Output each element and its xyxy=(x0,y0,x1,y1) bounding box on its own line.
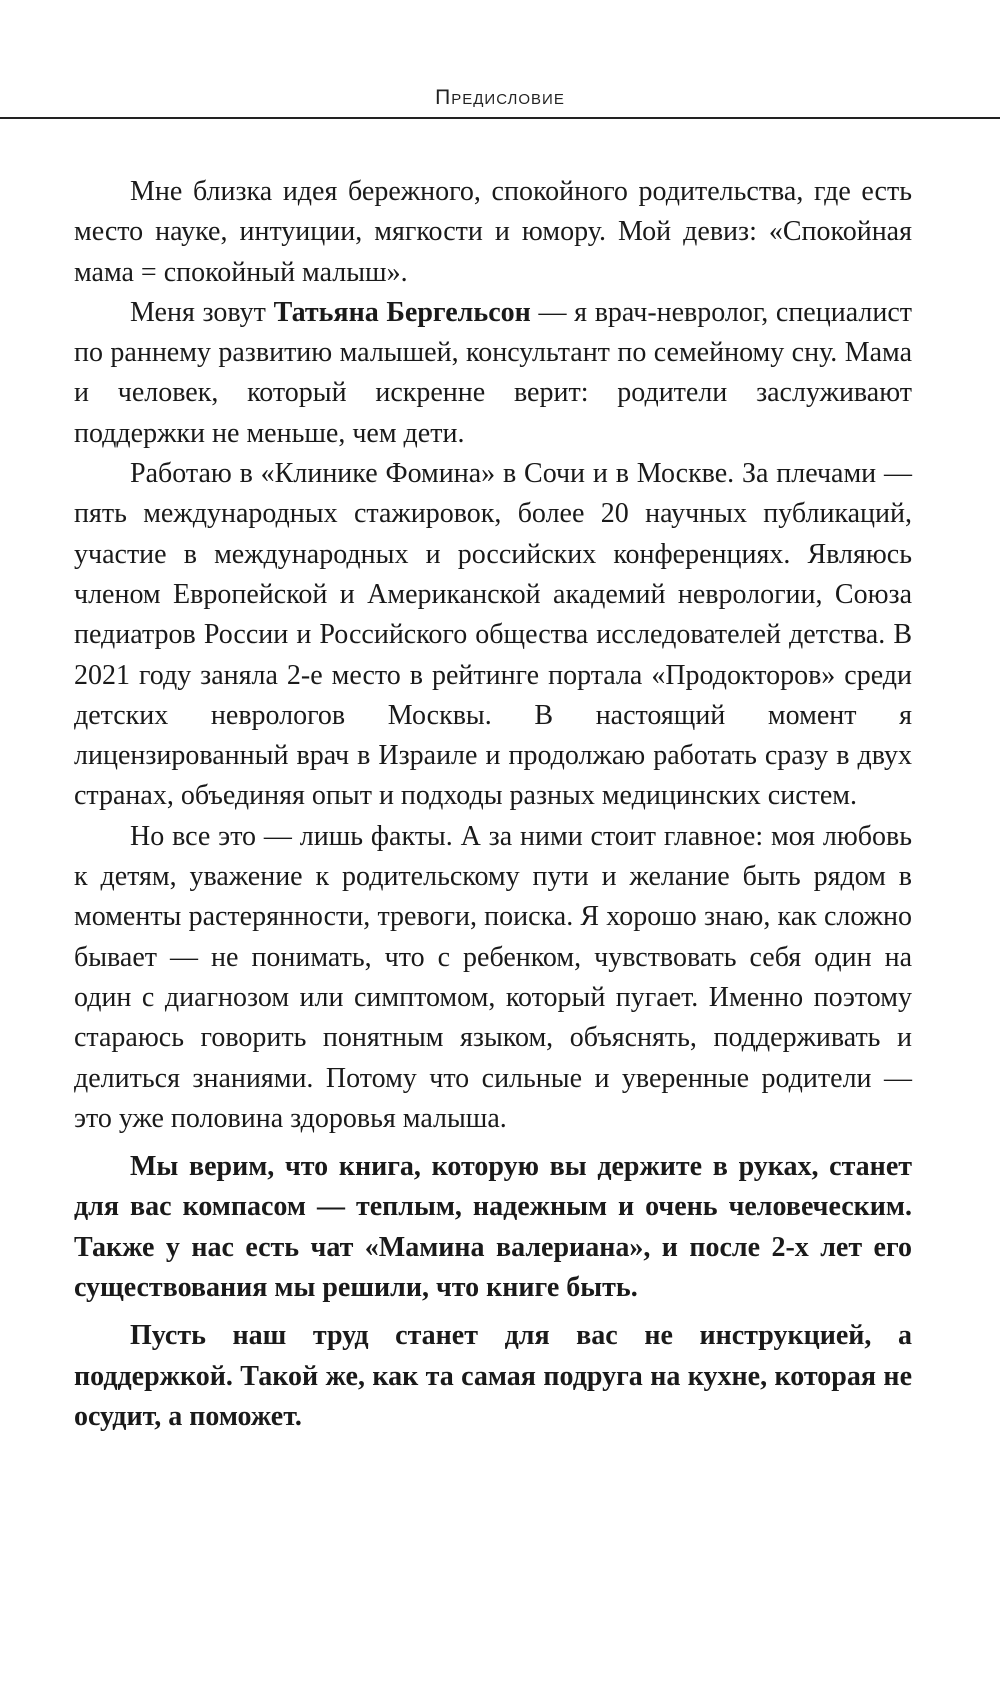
paragraph-philosophy: Мне близка идея бережного, спокойного родительства, где есть место науке, интуиции, мягкости и юмору. Мой девиз: «Спокойная мама = спокойный малыш». xyxy=(74,176,912,288)
body-text xyxy=(74,172,912,1437)
intro-text-after: — я врач-невролог, специалист по раннему развитию малышей, консультант по семейному сну. Мама и человек, который искренне верит: родители заслуживают поддержки не меньше, чем дети. xyxy=(74,296,913,449)
paragraph-career: Работаю в «Клинике Фомина» в Сочи и в Москве. За плечами — пять международных стажировок, более 20 научных публикаций, участие в международных и российских конференциях. Являюсь членом Европейской и Американской академий неврологии, Союза педиатров России и Российского общества исследователей детства. В 2021 году заняла 2-е место в рейтинге портала «Продокторов» среди детских неврологов Москвы. В настоящий момент я лицензированный врач в Израиле и продолжаю работать сразу в двух странах, объединяя опыт и подходы разных медицинских систем. xyxy=(74,458,912,812)
paragraph-closing: Пусть наш труд станет для вас не инструкцией, а поддержкой. Такой же, как та самая подруга на кухне, которая не осудит, а поможет. xyxy=(74,1320,912,1432)
paragraph-introduction xyxy=(74,293,912,454)
intro-text-before: Меня зовут xyxy=(130,296,274,328)
paragraph-values: Но все это — лишь факты. А за ними стоит главное: моя любовь к детям, уважение к родительскому пути и желание быть рядом в моменты растерянности, тревоги, поиска. Я хорошо знаю, как сложно бывает — не понимать, что с ребенком, чувствовать себя один на один с диагнозом или симптомом, который пугает. Именно поэтому стараюсь говорить понятным языком, объяснять, поддерживать и делиться знаниями. Потому что сильные и уверенные родители — это уже половина здоровья малыша. xyxy=(74,820,912,1134)
paragraph-book-purpose: Мы верим, что книга, которую вы держите в руках, станет для вас компасом — теплым, надежным и очень человеческим. Также у нас есть чат «Мамина валериана», и после 2-х лет его существования мы решили, что книге быть. xyxy=(74,1151,912,1304)
header-rule xyxy=(0,117,1000,119)
running-header: Предисловие xyxy=(435,86,565,109)
author-name: Татьяна Бергельсон xyxy=(273,296,531,328)
